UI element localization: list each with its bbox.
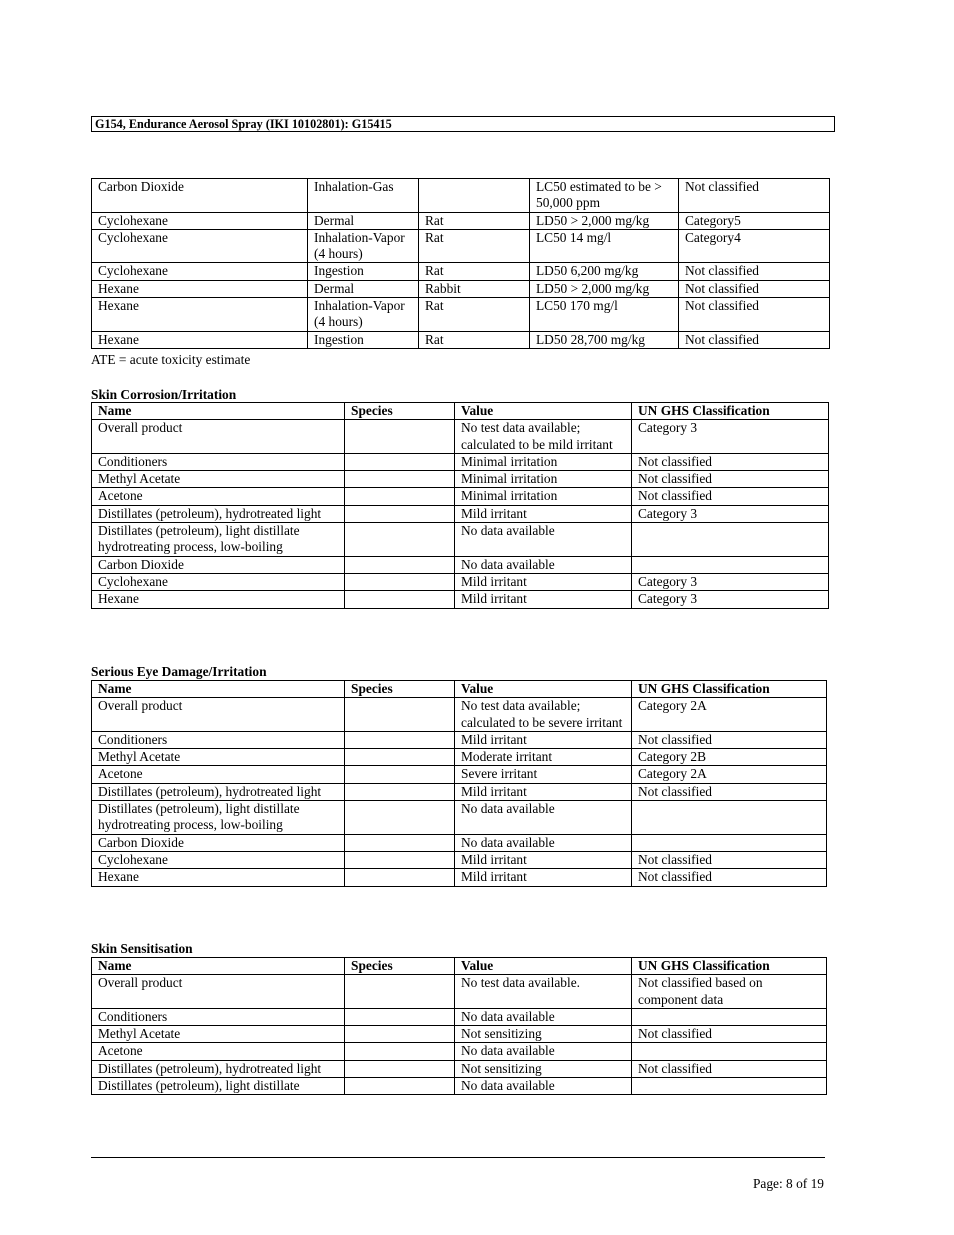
table-cell: Not sensitizing [455,1026,632,1043]
acute-toxicity-table [91,178,830,349]
table-cell: Hexane [92,591,345,608]
table-cell [345,591,455,608]
table-cell [632,556,829,573]
table-cell [345,851,455,868]
table-cell: Category 2B [632,749,827,766]
table-cell [345,1043,455,1060]
table-cell: Minimal irritation [455,453,632,470]
table-cell: Conditioners [92,1008,345,1025]
table-row [92,698,827,732]
ate-note: ATE = acute toxicity estimate [91,352,251,367]
table-cell: Ingestion [308,331,419,348]
table-cell [632,523,829,557]
table-cell: LD50 > 2,000 mg/kg [530,280,679,297]
table-cell [345,834,455,851]
table-cell: Mild irritant [455,591,632,608]
table-row [92,1008,827,1025]
table-row [92,1060,827,1077]
table-row [92,212,830,229]
table-cell [345,975,455,1009]
table-cell [345,488,455,505]
table-cell: LD50 28,700 mg/kg [530,331,679,348]
table-cell: Mild irritant [455,573,632,590]
column-header: Name [92,958,345,975]
table-cell: Not classified [632,851,827,868]
table-header-row [92,403,829,420]
table-row [92,834,827,851]
table-cell: Conditioners [92,731,345,748]
table-cell: Inhalation-Vapor (4 hours) [308,229,419,263]
table-row [92,749,827,766]
table-cell: Cyclohexane [92,573,345,590]
column-header: Species [345,958,455,975]
table-cell: Severe irritant [455,766,632,783]
table-cell: Inhalation-Gas [308,179,419,213]
table-cell [345,1008,455,1025]
document-title: G154, Endurance Aerosol Spray (IKI 10102801): G15415 [95,117,392,131]
column-header: Value [455,403,632,420]
page-number: Page: 8 of 19 [752,1176,824,1191]
table-cell: Overall product [92,698,345,732]
table-cell: LD50 6,200 mg/kg [530,263,679,280]
table-cell: Category 3 [632,591,829,608]
table-row [92,573,829,590]
table-cell [345,698,455,732]
table-cell: No data available [455,1043,632,1060]
table-row [92,505,829,522]
table-cell: Minimal irritation [455,488,632,505]
table-cell [419,179,530,213]
column-header: Name [92,681,345,698]
column-header: UN GHS Classification [632,958,827,975]
table-cell: Mild irritant [455,783,632,800]
table-cell [345,783,455,800]
eye-damage-title: Serious Eye Damage/Irritation [91,664,267,679]
table-cell: Acetone [92,488,345,505]
column-header: Value [455,681,632,698]
column-header: Species [345,681,455,698]
table-cell: Not classified based on component data [632,975,827,1009]
table-cell: Cyclohexane [92,212,308,229]
table-cell [345,573,455,590]
table-cell [345,749,455,766]
table-row [92,1026,827,1043]
table-cell: Rat [419,212,530,229]
table-cell: No data available [455,801,632,835]
table-cell: Not classified [679,263,830,280]
table-row [92,263,830,280]
table-cell: No data available [455,1008,632,1025]
column-header: UN GHS Classification [632,403,829,420]
table-cell: Distillates (petroleum), hydrotreated light [92,783,345,800]
table-row [92,1078,827,1095]
table-cell [345,523,455,557]
table-row [92,420,829,454]
table-cell: No test data available. [455,975,632,1009]
table-cell: Not classified [632,869,827,886]
table-cell: Distillates (petroleum), hydrotreated light [92,505,345,522]
table-cell [345,731,455,748]
table-cell [632,1078,827,1095]
table-cell [345,1026,455,1043]
table-cell [632,1043,827,1060]
column-header: Species [345,403,455,420]
table-cell: Not classified [632,1026,827,1043]
column-header: Name [92,403,345,420]
table-cell: Carbon Dioxide [92,556,345,573]
table-row [92,331,830,348]
table-cell: Ingestion [308,263,419,280]
table-cell: Not classified [632,453,829,470]
table-cell: Dermal [308,280,419,297]
table-row [92,851,827,868]
table-cell: Overall product [92,420,345,454]
table-cell: Not classified [679,179,830,213]
table-row [92,298,830,332]
table-cell: Category 3 [632,505,829,522]
table-cell: Not classified [632,783,827,800]
table-cell [345,471,455,488]
table-cell: Distillates (petroleum), light distillate hydrotreating process, low-boiling [92,523,345,557]
skin-corrosion-table [91,402,829,609]
table-cell: Category 3 [632,420,829,454]
table-row [92,280,830,297]
table-row [92,453,829,470]
table-cell: Carbon Dioxide [92,834,345,851]
table-cell: Methyl Acetate [92,749,345,766]
table-cell: Moderate irritant [455,749,632,766]
table-header-row [92,958,827,975]
table-cell: LC50 14 mg/l [530,229,679,263]
eye-damage-table [91,680,827,887]
table-cell: Not classified [632,488,829,505]
table-cell: Mild irritant [455,869,632,886]
table-cell: Carbon Dioxide [92,179,308,213]
table-cell: Cyclohexane [92,263,308,280]
table-cell: No data available [455,556,632,573]
column-header: Value [455,958,632,975]
table-cell: Hexane [92,280,308,297]
table-row [92,229,830,263]
table-cell [632,834,827,851]
table-cell: Cyclohexane [92,229,308,263]
table-cell: No data available [455,1078,632,1095]
table-cell: Hexane [92,869,345,886]
table-cell: Hexane [92,298,308,332]
table-cell: Methyl Acetate [92,1026,345,1043]
table-cell: Not classified [679,298,830,332]
table-cell: Not classified [679,331,830,348]
table-cell: Mild irritant [455,851,632,868]
table-cell: Distillates (petroleum), hydrotreated light [92,1060,345,1077]
table-cell: No data available [455,834,632,851]
table-cell: Not classified [632,731,827,748]
table-row [92,488,829,505]
table-cell: Hexane [92,331,308,348]
column-header: UN GHS Classification [632,681,827,698]
skin-corrosion-title: Skin Corrosion/Irritation [91,387,237,402]
table-row [92,591,829,608]
table-cell [345,1078,455,1095]
table-cell [345,420,455,454]
table-row [92,766,827,783]
table-cell: Category 2A [632,698,827,732]
table-cell [345,505,455,522]
table-cell: Category 3 [632,573,829,590]
table-header-row [92,681,827,698]
table-cell: Category4 [679,229,830,263]
table-cell: Not sensitizing [455,1060,632,1077]
table-cell [345,801,455,835]
table-cell: Category 2A [632,766,827,783]
table-row [92,471,829,488]
table-cell [632,1008,827,1025]
table-row [92,801,827,835]
table-cell: Not classified [632,471,829,488]
table-row [92,783,827,800]
table-cell: Category5 [679,212,830,229]
table-cell: No test data available; calculated to be mild irritant [455,420,632,454]
table-cell: Rat [419,298,530,332]
table-cell [345,869,455,886]
table-cell: Inhalation-Vapor (4 hours) [308,298,419,332]
table-cell: Rat [419,331,530,348]
table-row [92,556,829,573]
table-cell: Dermal [308,212,419,229]
document-header [91,116,835,132]
table-cell [632,801,827,835]
table-cell: Distillates (petroleum), light distillate hydrotreating process, low-boiling [92,801,345,835]
table-row [92,731,827,748]
table-cell: Cyclohexane [92,851,345,868]
table-cell: Overall product [92,975,345,1009]
table-cell: Methyl Acetate [92,471,345,488]
table-cell [345,453,455,470]
table-cell: Rat [419,263,530,280]
table-row [92,975,827,1009]
table-cell: Distillates (petroleum), light distillate [92,1078,345,1095]
table-cell: Mild irritant [455,731,632,748]
skin-sensitisation-title: Skin Sensitisation [91,941,193,956]
table-cell: Rabbit [419,280,530,297]
table-cell: No data available [455,523,632,557]
table-cell [345,766,455,783]
table-cell: Minimal irritation [455,471,632,488]
table-cell: Conditioners [92,453,345,470]
table-cell: Acetone [92,766,345,783]
table-row [92,523,829,557]
table-cell: Not classified [679,280,830,297]
table-cell: Mild irritant [455,505,632,522]
table-cell: LD50 > 2,000 mg/kg [530,212,679,229]
table-cell: Acetone [92,1043,345,1060]
table-row [92,179,830,213]
table-cell: No test data available; calculated to be severe irritant [455,698,632,732]
table-row [92,1043,827,1060]
table-cell: Not classified [632,1060,827,1077]
skin-sensitisation-table [91,957,827,1095]
table-cell [345,1060,455,1077]
table-cell: LC50 170 mg/l [530,298,679,332]
table-row [92,869,827,886]
table-cell: LC50 estimated to be > 50,000 ppm [530,179,679,213]
table-cell [345,556,455,573]
footer-divider [91,1157,825,1158]
table-cell: Rat [419,229,530,263]
